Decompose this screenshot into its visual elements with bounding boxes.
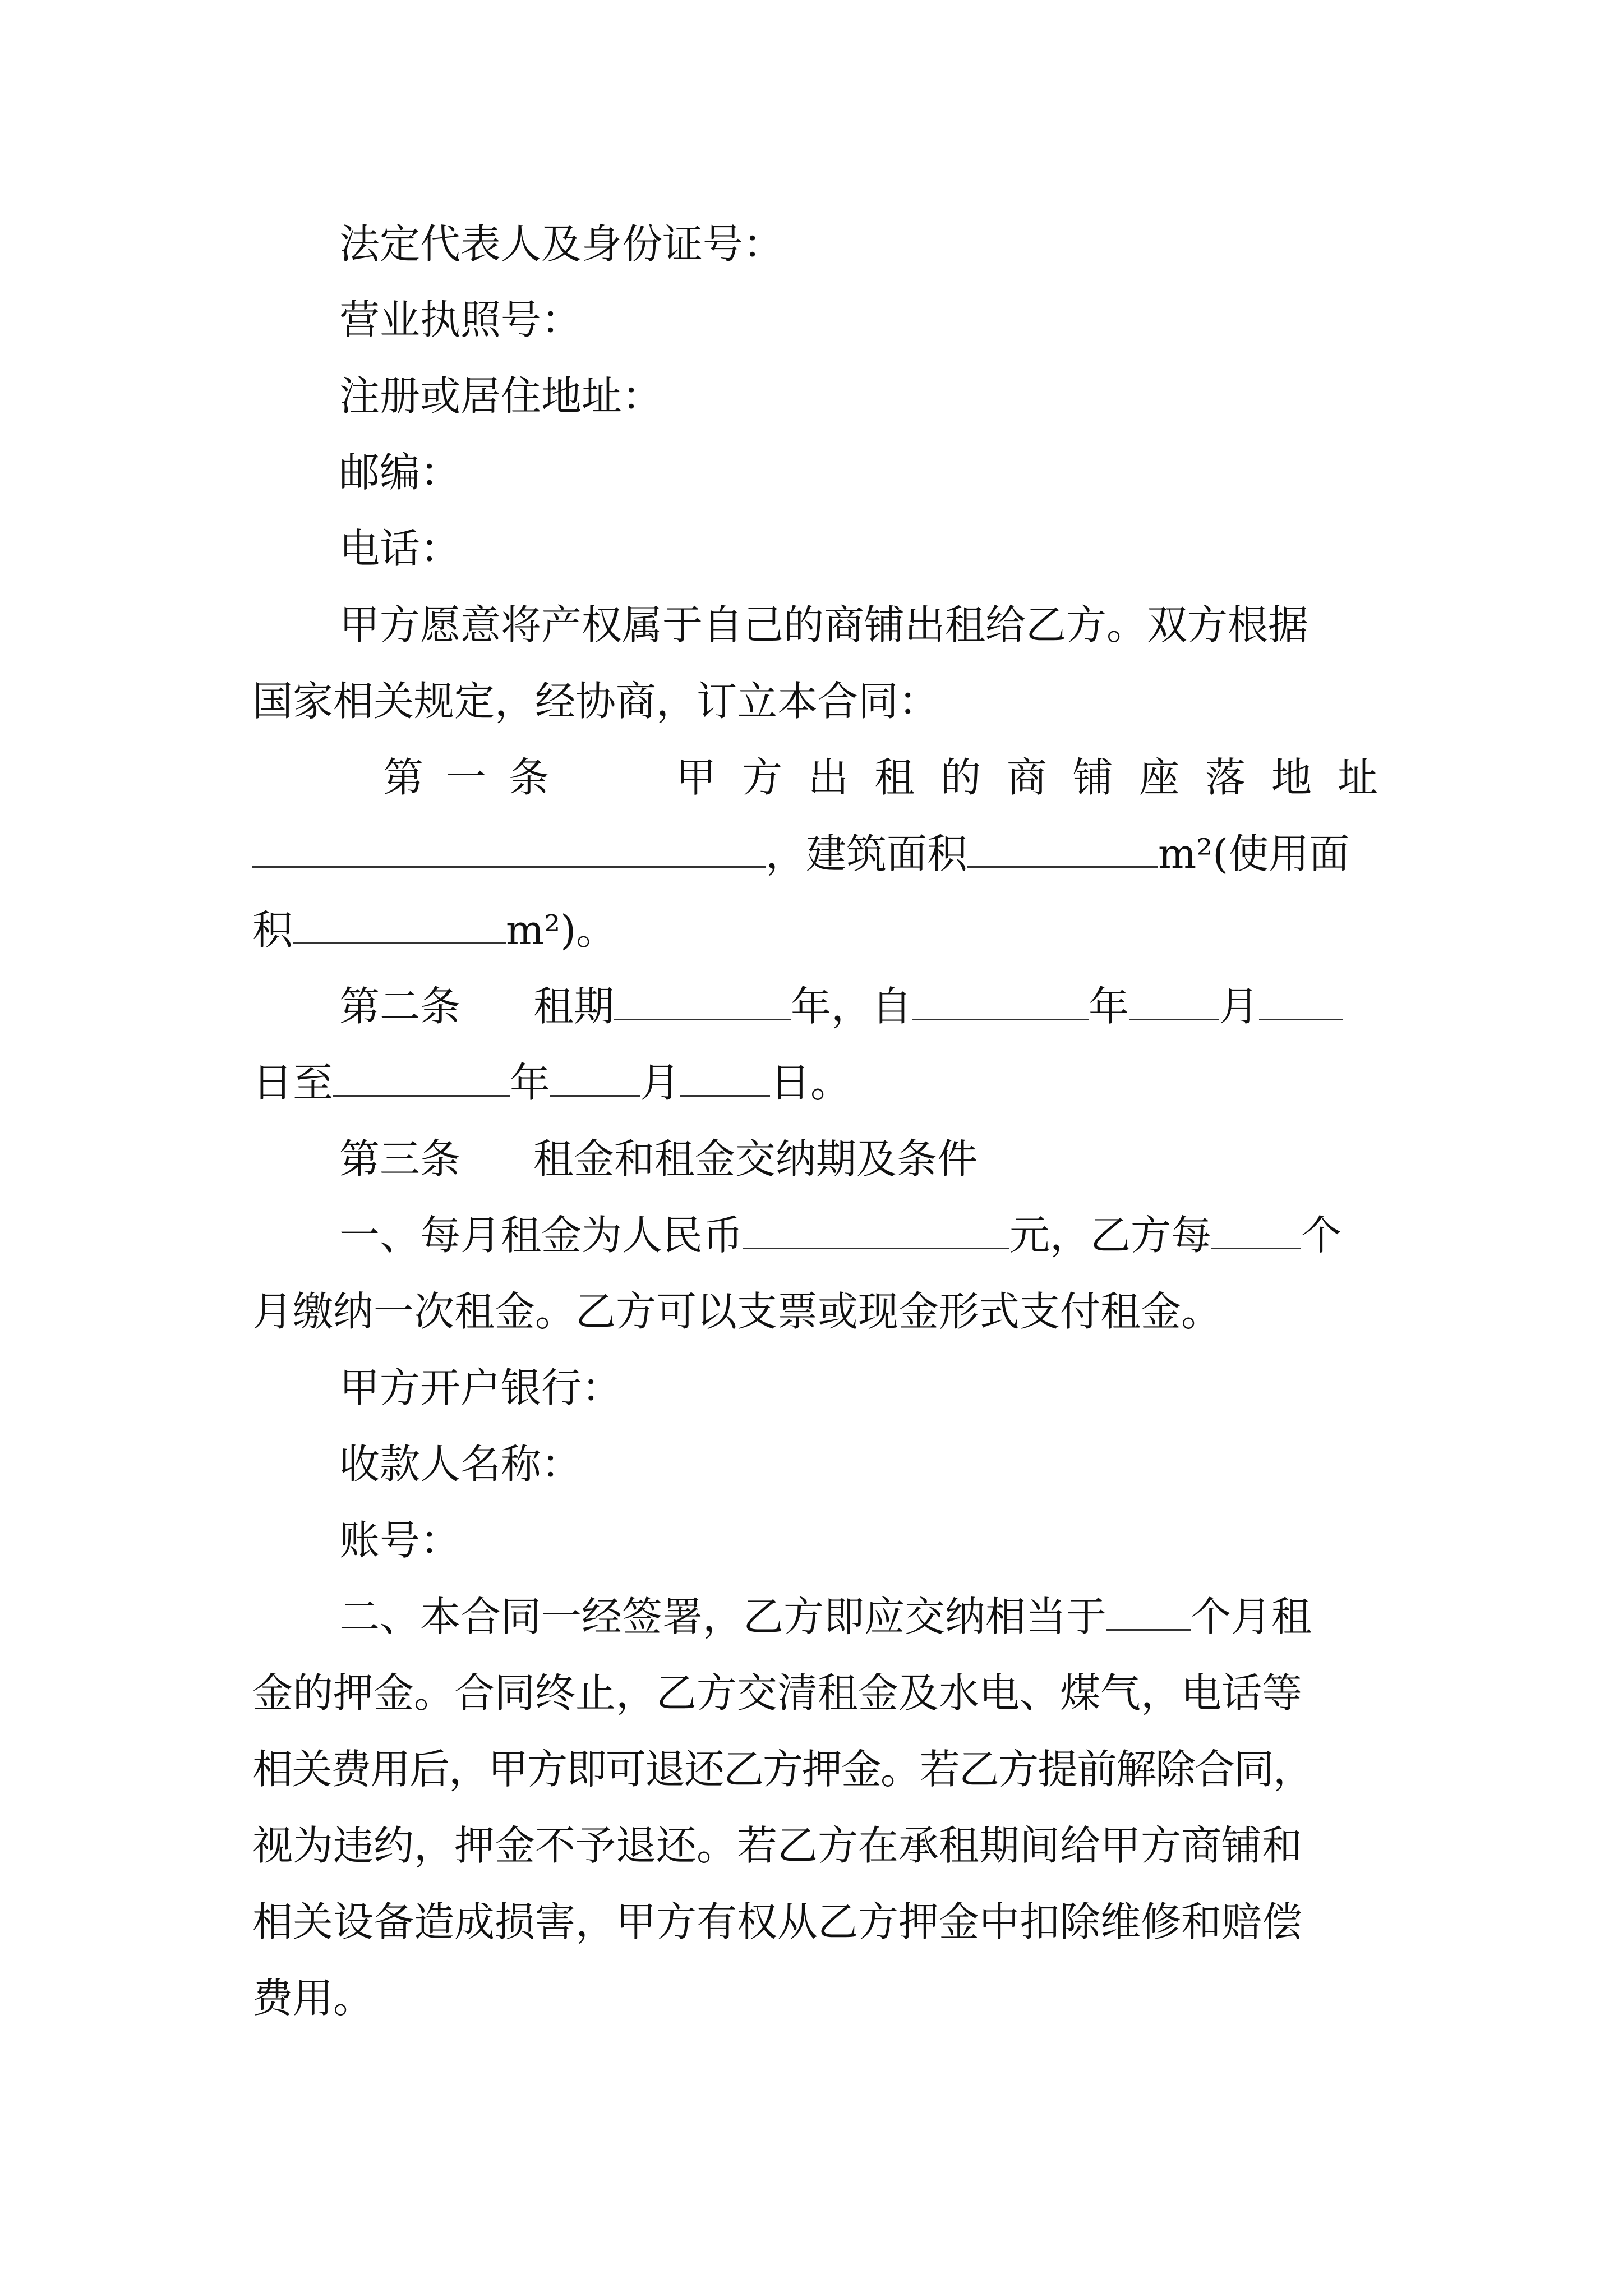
rent-line2: 月缴纳一次租金。乙方可以支票或现金形式支付租金。 — [252, 1288, 1222, 1335]
phone-line: 电话： — [339, 525, 461, 572]
deposit-line2: 金的押金。合同终止，乙方交清租金及水电、煤气，电话等 — [252, 1669, 1303, 1717]
rent-period-text: 元，乙方每 — [1009, 1212, 1212, 1259]
deposit-line3: 相关费用后，甲方即可退还乙方押金。若乙方提前解除合同， — [252, 1746, 1313, 1793]
article-1-end: m²)。 — [506, 907, 617, 954]
article-3-label: 第三条 — [339, 1135, 461, 1182]
article-1-title: 甲方出租的商铺座落地址 — [676, 754, 1404, 801]
lease-years-blank — [614, 982, 791, 1020]
article-2-line2 — [252, 1043, 1380, 1122]
deposit-line5: 相关设备造成损害，甲方有权从乙方押金中扣除维修和赔偿 — [252, 1898, 1303, 1945]
end-day-to-text: 日至 — [252, 1059, 334, 1106]
rent-period-blank — [1211, 1211, 1301, 1249]
end-year-text: 年 — [510, 1059, 551, 1106]
deposit-text: 二、本合同一经签署，乙方即应交纳相当于 — [339, 1593, 1107, 1640]
start-day-blank — [1259, 982, 1343, 1020]
end-month-blank — [550, 1058, 640, 1097]
article-2-line1 — [339, 967, 1380, 1046]
intro-paragraph-line1: 甲方愿意将产权属于自己的商铺出租给乙方。双方根据 — [339, 601, 1309, 648]
deposit-months-blank — [1106, 1592, 1191, 1631]
rent-amount-blank — [743, 1211, 1009, 1249]
article-3-heading — [339, 1120, 1380, 1198]
account-line: 账号： — [339, 1517, 461, 1564]
article-1-label-text: 第一条 — [383, 754, 572, 801]
lease-term-label: 租期 — [533, 983, 615, 1030]
article-1-label — [383, 738, 572, 817]
intro-paragraph-line2: 国家相关规定，经协商，订立本合同： — [252, 678, 939, 725]
rent-period-unit: 个 — [1301, 1212, 1342, 1259]
lease-from-text: 年，自 — [791, 983, 912, 1030]
legal-rep-line: 法定代表人及身份证号： — [339, 220, 784, 268]
usage-area-blank — [293, 905, 506, 944]
article-2-label: 第二条 — [339, 983, 461, 1030]
business-license-line: 营业执照号： — [339, 296, 582, 343]
article-1-usage-cont: 积 — [252, 907, 293, 954]
start-year-blank — [912, 982, 1089, 1020]
deposit-line1 — [339, 1577, 1380, 1656]
article-1-line2 — [252, 815, 1380, 893]
postcode-line: 邮编： — [339, 449, 461, 496]
start-month-text: 月 — [1219, 983, 1260, 1030]
address-line: 注册或居住地址： — [339, 372, 663, 420]
article-1-area-text: ，建筑面积 — [766, 830, 968, 877]
rent-line1 — [339, 1196, 1380, 1274]
article-1-line3 — [252, 891, 1380, 969]
start-year-text: 年 — [1089, 983, 1129, 1030]
article-3-title: 租金和租金交纳期及条件 — [533, 1135, 978, 1182]
area-blank — [967, 829, 1158, 868]
article-1-usage-text: m²(使用面 — [1158, 830, 1350, 877]
deposit-line6: 费用。 — [252, 1975, 374, 2022]
end-day-text: 日。 — [770, 1059, 851, 1106]
start-month-blank — [1129, 982, 1219, 1020]
deposit-months-text: 个月租 — [1191, 1593, 1312, 1640]
address-blank — [252, 829, 766, 868]
payee-line: 收款人名称： — [339, 1441, 582, 1488]
end-month-text: 月 — [640, 1059, 681, 1106]
end-year-blank — [333, 1058, 510, 1097]
rent-amount-text: 一、每月租金为人民币 — [339, 1212, 744, 1259]
end-day-blank — [680, 1058, 770, 1097]
article-1-heading — [383, 738, 1404, 817]
bank-line: 甲方开户银行： — [339, 1364, 623, 1411]
deposit-line4: 视为违约，押金不予退还。若乙方在承租期间给甲方商铺和 — [252, 1822, 1303, 1869]
